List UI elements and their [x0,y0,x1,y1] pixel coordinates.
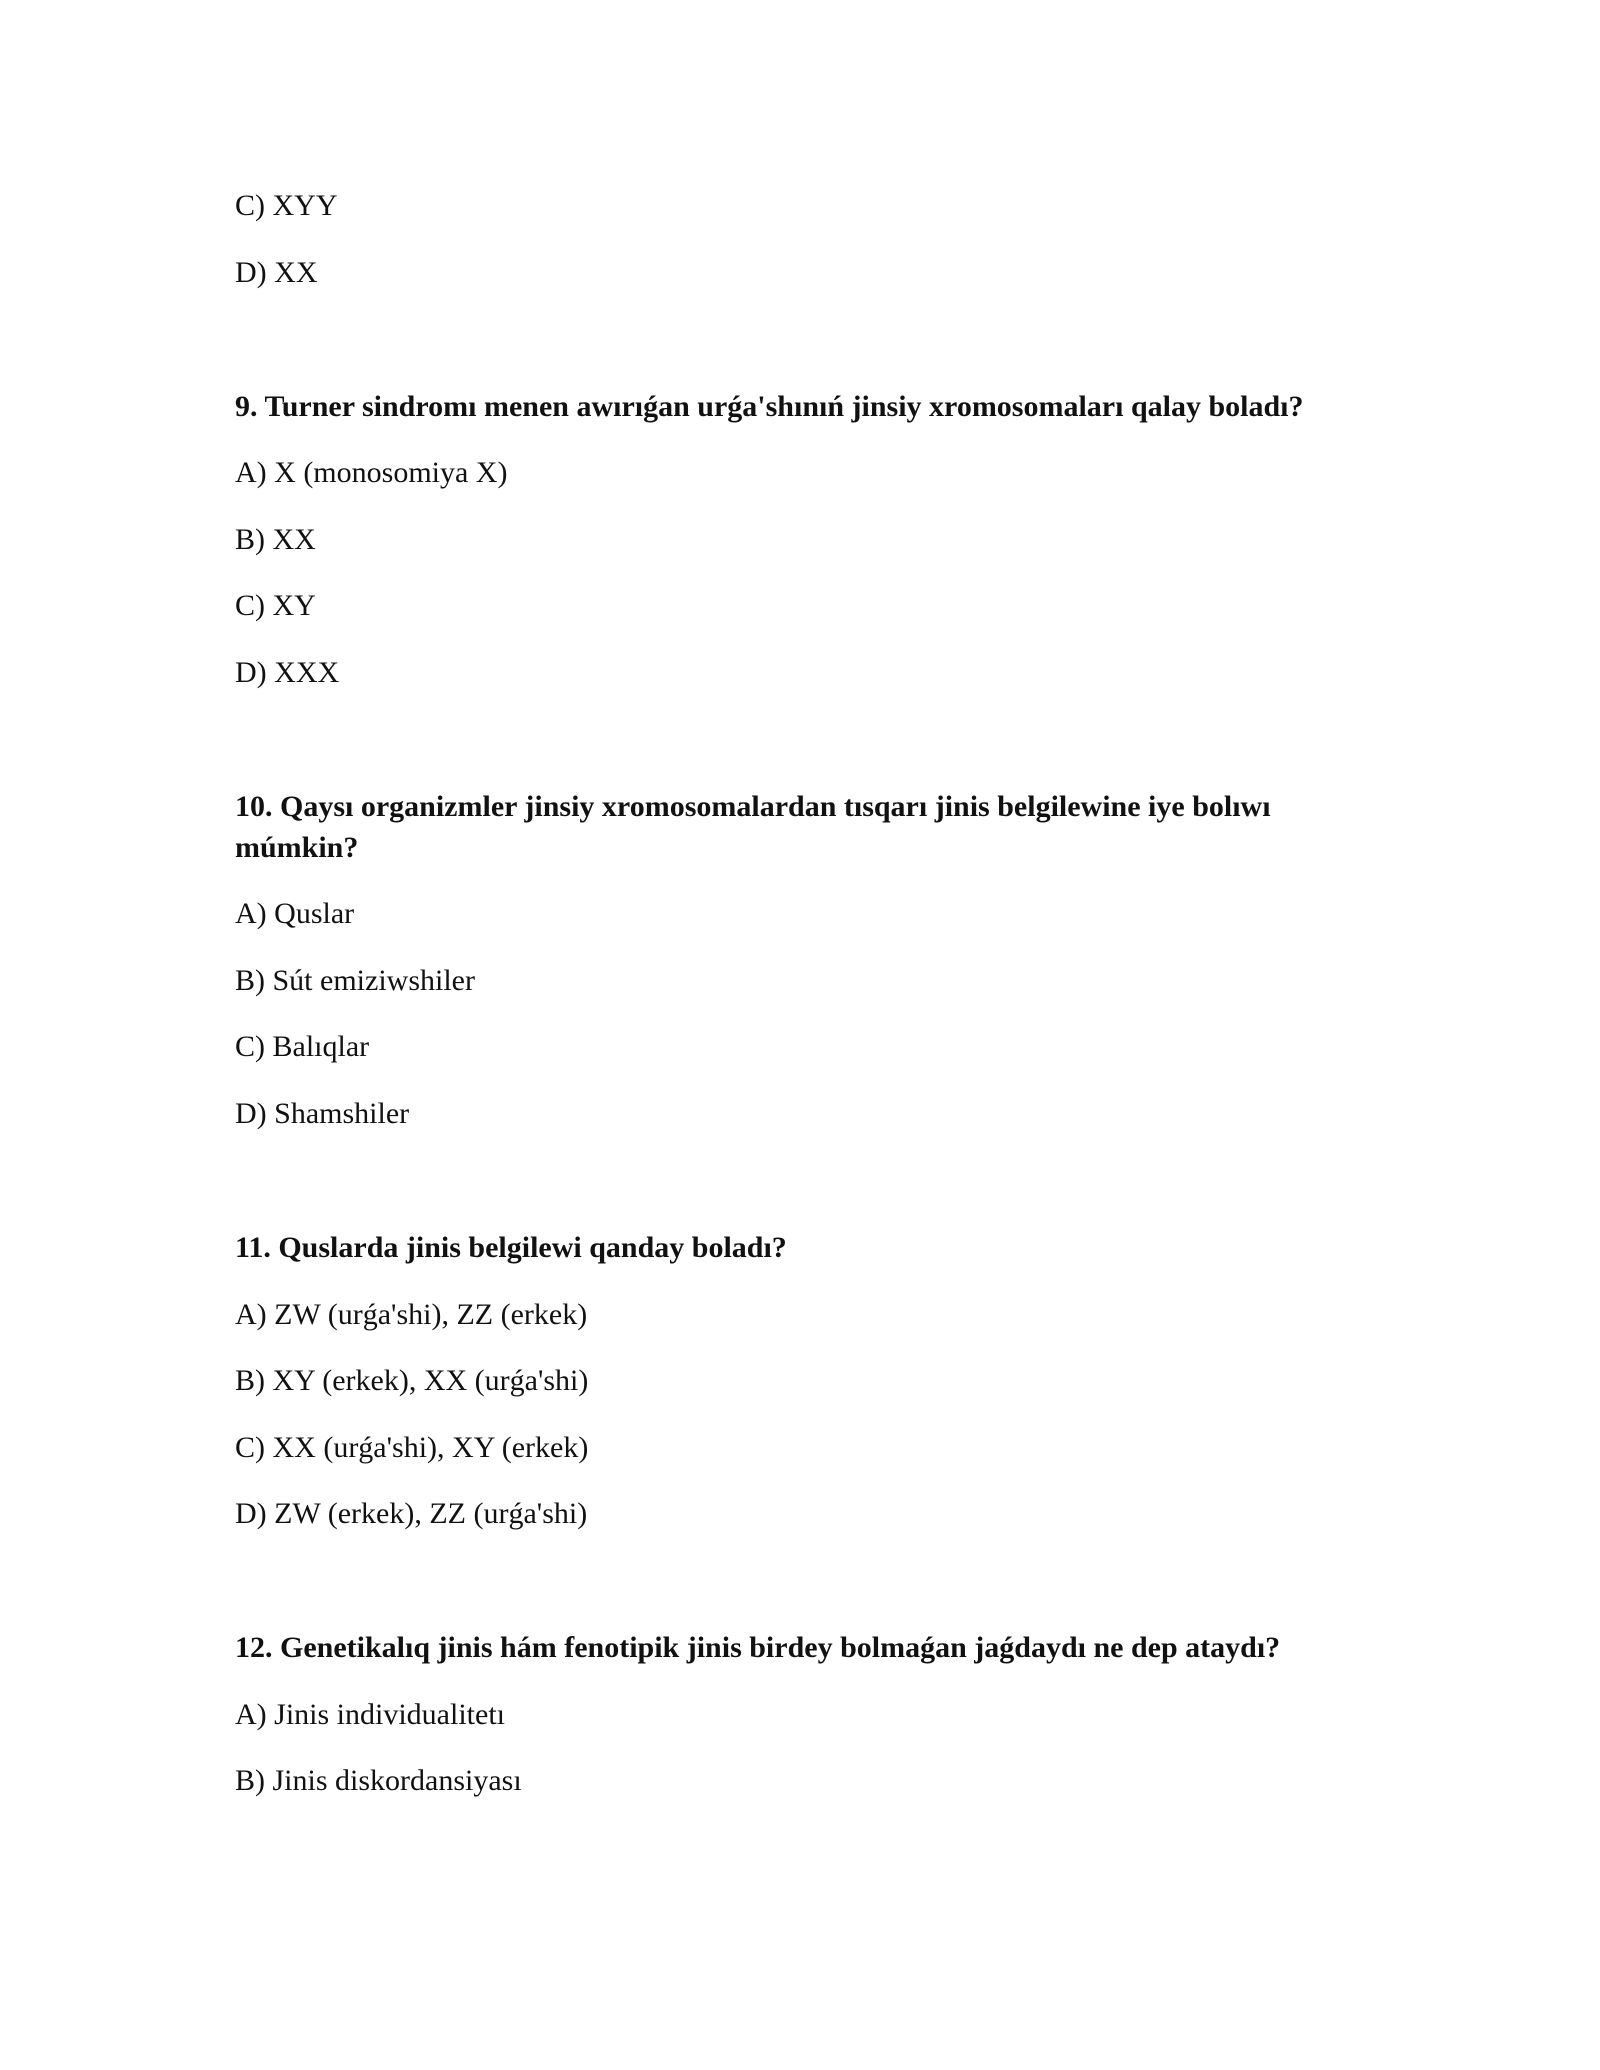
option-a-q12: A) Jinis individualitetı [235,1698,505,1731]
option-d-q8: D) XX [235,256,318,289]
option-d-q10: D) Shamshiler [235,1097,410,1130]
option-d-q11: D) ZW (erkek), ZZ (urǵa'shi) [235,1497,588,1530]
option-b-q12: B) Jinis diskordansiyası [235,1764,522,1797]
option-b-q10: B) Sút emiziwshiler [235,964,475,997]
question-11: 11. Quslarda jinis belgilewi qanday boladı? [235,1231,787,1264]
question-10-line1: 10. Qaysı organizmler jinsiy xromosomalardan tısqarı jinis belgilewine iye bolıwı [235,790,1271,823]
option-a-q10: A) Quslar [235,897,355,930]
option-a-q9: A) X (monosomiya X) [235,456,508,489]
question-9: 9. Turner sindromı menen awırıǵan urǵa'shınıń jinsiy xromosomaları qalay boladı? [235,390,1304,423]
option-b-q9: B) XX [235,523,316,556]
option-a-q11: A) ZW (urǵa'shi), ZZ (erkek) [235,1298,588,1331]
option-c-q10: C) Balıqlar [235,1030,370,1063]
question-12: 12. Genetikalıq jinis hám fenotipik jinis birdey bolmaǵan jaǵdaydı ne dep ataydı? [235,1631,1281,1664]
option-d-q9: D) XXX [235,656,340,689]
option-c-q11: C) XX (urǵa'shi), XY (erkek) [235,1431,589,1464]
option-c-q8: C) XYY [235,189,338,222]
question-10-line2: múmkin? [235,831,359,864]
option-c-q9: C) XY [235,589,316,622]
option-b-q11: B) XY (erkek), XX (urǵa'shi) [235,1364,589,1397]
